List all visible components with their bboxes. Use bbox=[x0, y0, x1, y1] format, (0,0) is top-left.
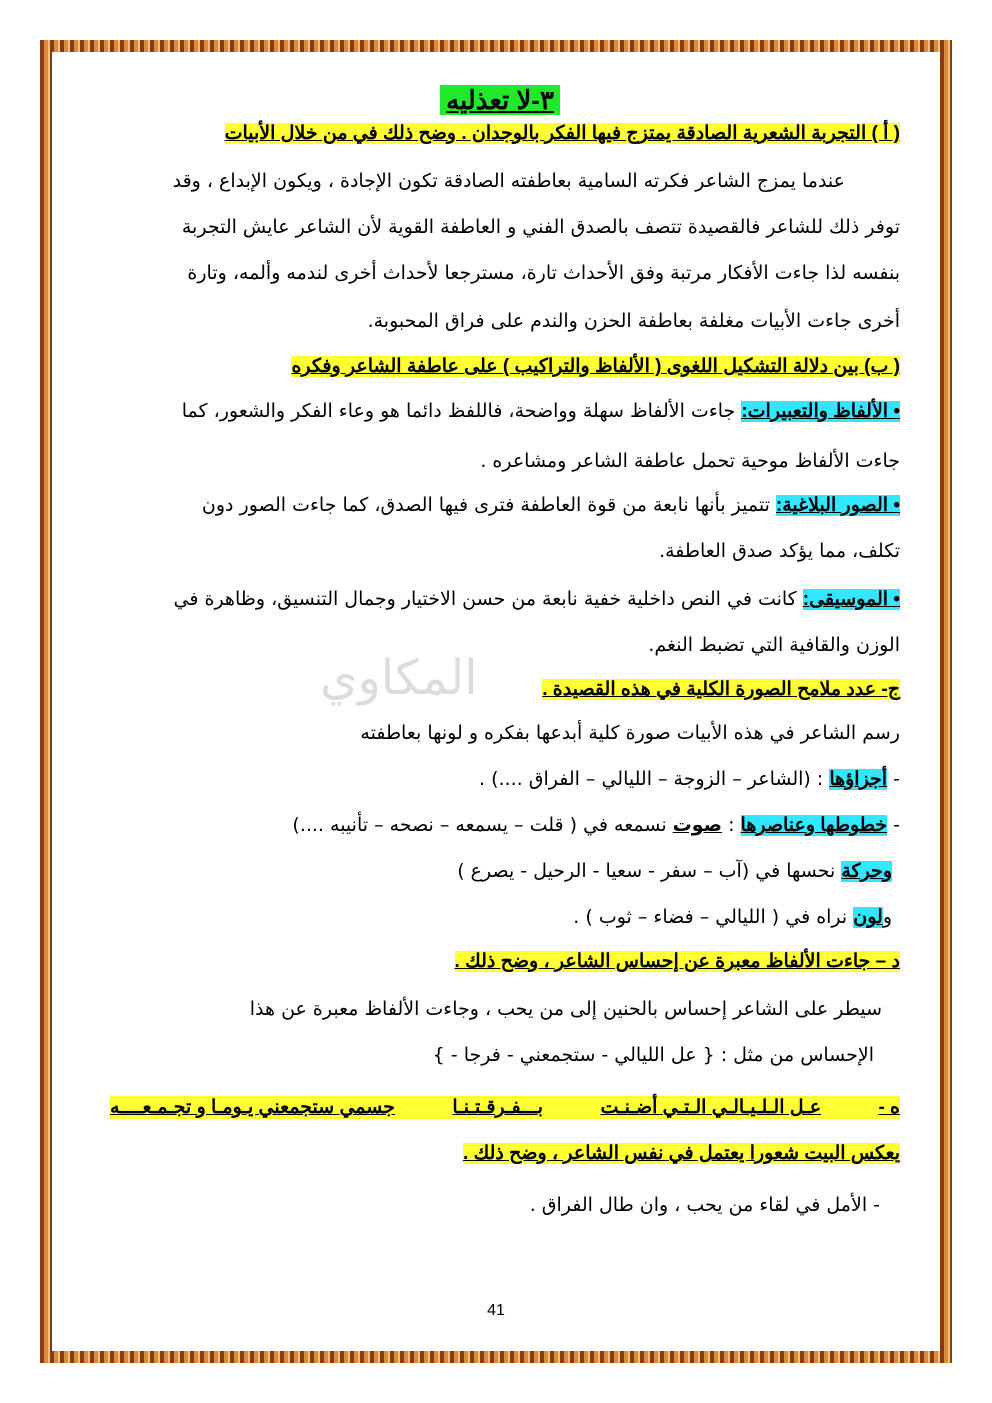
question-a-line-1: عندما يمزج الشاعر فكرته السامية بعاطفته الصادقة تكون الإجادة ، ويكون الإبداع ، وقد bbox=[172, 170, 845, 192]
question-a-line-3: بنفسه لذا جاءت الأفكار مرتبة وفق الأحداث تارة، مسترجعا لأحداث أخرى لندمه وألمه، وتارة bbox=[187, 262, 900, 284]
question-d-line-1: سيطر على الشاعر إحساس بالحنين إلى من يحب ، وجاءت الألفاظ معبرة عن هذا bbox=[249, 998, 882, 1020]
question-e-heading: يعكس البيت شعورا يعتمل في نفس الشاعر ، وضح ذلك . bbox=[463, 1143, 900, 1164]
question-b-heading: ( ب) بين دلالة التشكيل اللغوى ( الألفاظ والتراكيب ) على عاطفة الشاعر وفكره bbox=[291, 356, 900, 377]
words-paragraph: • الألفاظ والتعبيرات: جاءت الألفاظ سهلة وواضحة، فاللفظ دائما هو وعاء الفكر والشعور، كما bbox=[181, 400, 900, 422]
music-paragraph: • الموسيقى: كانت في النص داخلية خفية نابعة من حسن الاختيار وجمال التنسيق، وظاهرة في bbox=[173, 588, 900, 610]
lines-elements-line: - خطوطها وعناصرها : صوت نسمعه في ( قلت – يسمعه – نصحه – تأنيبه ....) bbox=[292, 814, 900, 836]
question-a-line-4: أخرى جاءت الأبيات مغلفة بعاطفة الحزن والندم على فراق المحبوبة. bbox=[367, 310, 900, 332]
color-label: لون bbox=[853, 907, 883, 928]
motion-line: وحركة نحسها في (آب – سفر - سعيا - الرحيل - يصرع ) bbox=[457, 860, 892, 882]
question-d-heading: د – جاءت الألفاظ معبرة عن إحساس الشاعر ، وضح ذلك . bbox=[454, 951, 900, 972]
parts-label: أجزاؤها bbox=[829, 769, 888, 790]
question-d-line-2: الإحساس من مثل : { عل الليالي - ستجمعني - فرجا - } bbox=[432, 1044, 874, 1066]
question-e-answer: - الأمل في لقاء من يحب ، وان طال الفراق . bbox=[529, 1194, 880, 1216]
lines-elements-label: خطوطها وعناصرها bbox=[740, 815, 888, 836]
question-c-intro: رسم الشاعر في هذه الأبيات صورة كلية أبدعها بفكره و لونها بعاطفته bbox=[360, 722, 900, 744]
music-label: • الموسيقى: bbox=[802, 589, 900, 610]
question-a-heading: ( أ ) التجربة الشعرية الصادقة يمتزج فيها الفكر بالوجدان . وضح ذلك في من خلال الأبيات bbox=[224, 123, 900, 144]
color-line: ولون نراه في ( الليالي – فضاء – ثوب ) . bbox=[573, 906, 892, 928]
watermark: المكاوي bbox=[320, 650, 478, 706]
question-a-line-2: توفر ذلك للشاعر فالقصيدة تتصف بالصدق الفني و العاطفة القوية لأن الشاعر عايش التجربة bbox=[181, 216, 900, 238]
images-label: • الصور البلاغية: bbox=[775, 495, 900, 516]
parts-line: - أجزاؤها : (الشاعر – الزوجة – الليالي – الفراق ....) . bbox=[479, 768, 900, 790]
page-title: ٣-لا تعذليه bbox=[100, 85, 900, 116]
images-line-2: تكلف، مما يؤكد صدق العاطفة. bbox=[659, 540, 900, 562]
question-c-heading: ج- عدد ملامح الصورة الكلية في هذه القصيدة . bbox=[542, 679, 900, 700]
images-paragraph: • الصور البلاغية: تتميز بأنها نابعة من قوة العاطفة فترى فيها الصدق، كما جاءت الصور دون bbox=[201, 494, 900, 516]
page-number: 41 bbox=[487, 1302, 505, 1319]
motion-label: حركة bbox=[841, 861, 883, 882]
words-label: • الألفاظ والتعبيرات: bbox=[741, 401, 900, 422]
music-line-2: الوزن والقافية التي تضبط النغم. bbox=[648, 634, 900, 656]
sound-label: صوت bbox=[672, 814, 723, 836]
question-e-verse: ه - عـل الـلـيـالـي الـتـي أضـنـت بـــفـرقـتـنـا جسمي ستجمعني يـومـا و تجـمـعــــه bbox=[110, 1097, 900, 1118]
words-line-2: جاءت الألفاظ موحية تحمل عاطفة الشاعر ومشاعره . bbox=[480, 450, 900, 472]
